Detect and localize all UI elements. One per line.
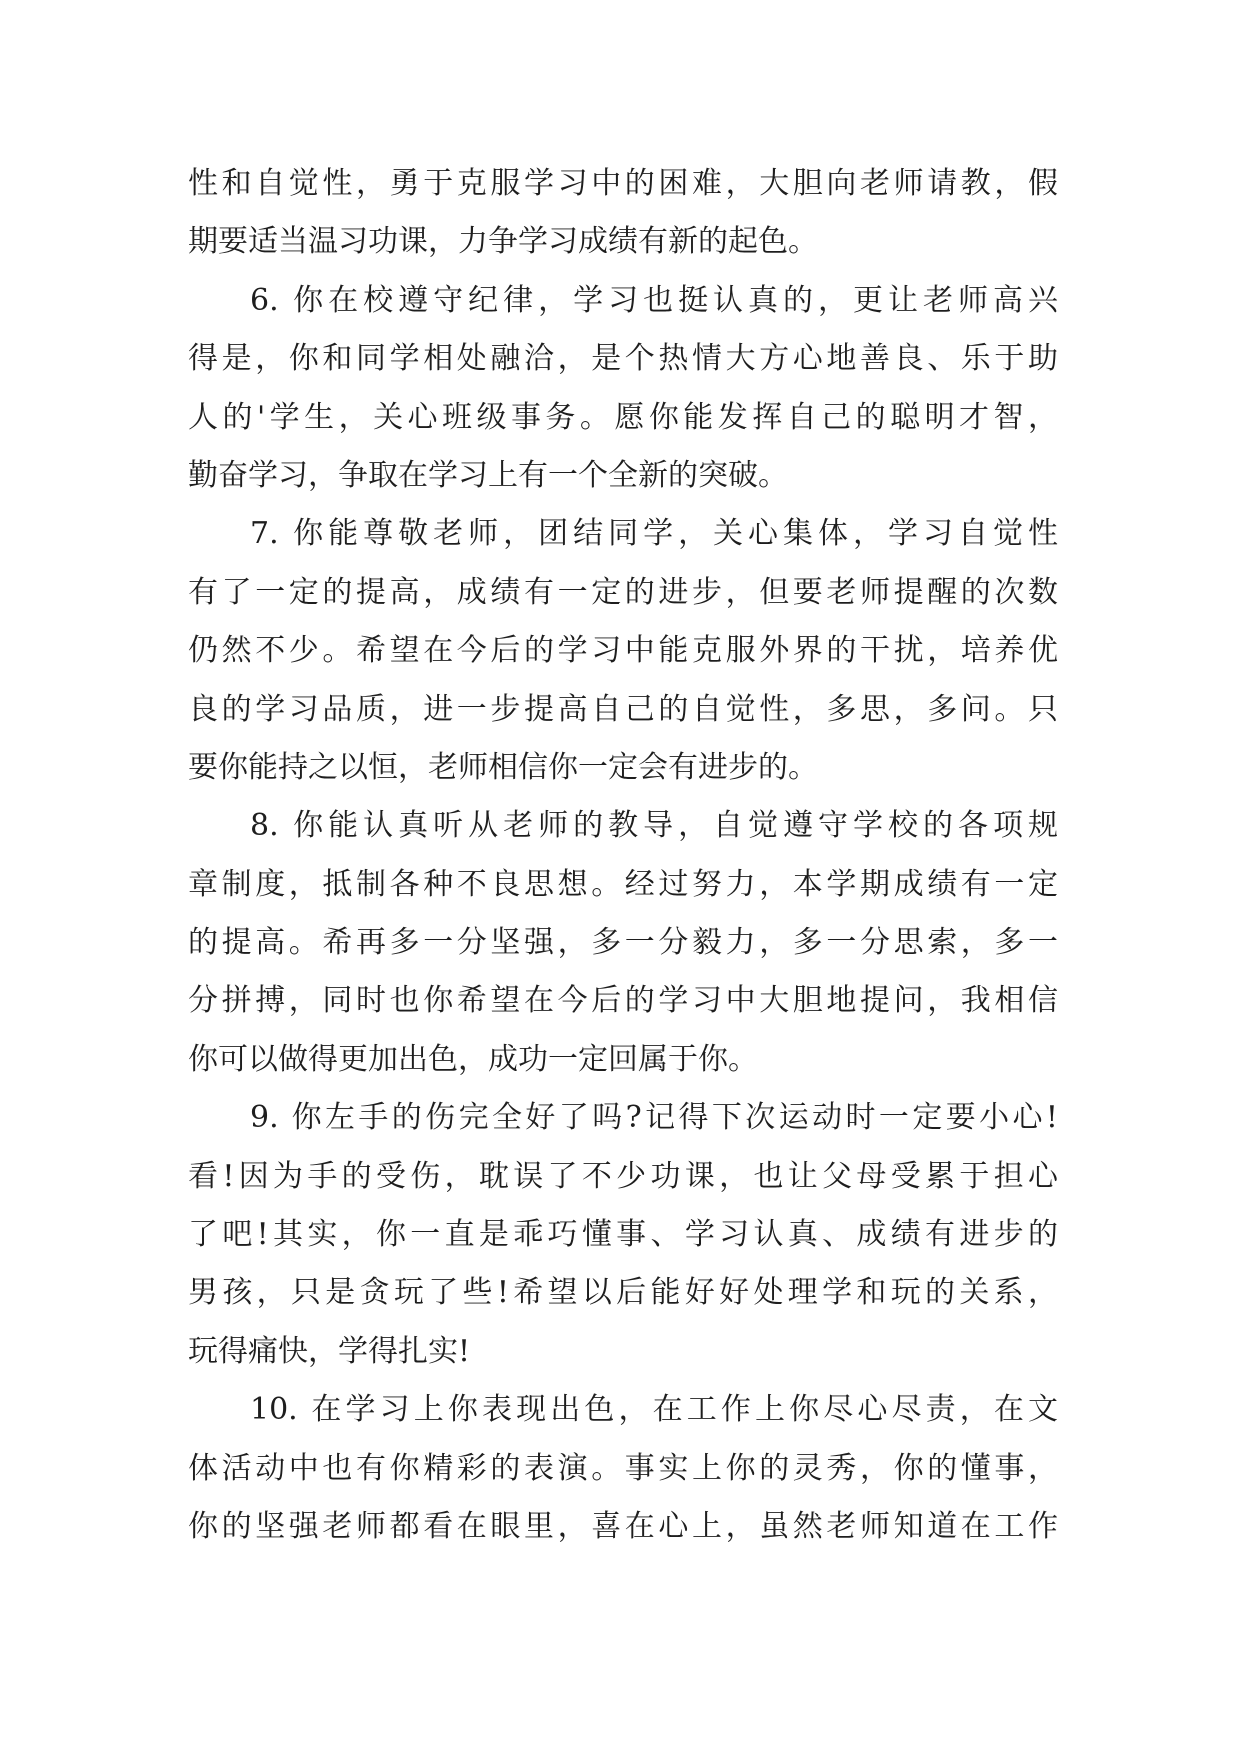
- text-line: 10. 在学习上你表现出色，在工作上你尽心尽责，在文: [250, 1392, 1058, 1428]
- text-line: 良的学习品质，进一步提高自己的自觉性，多思，多问。只: [188, 691, 1058, 727]
- text-line: 男孩，只是贪玩了些!希望以后能好好处理学和玩的关系，: [188, 1275, 1058, 1311]
- text-line: 得是，你和同学相处融洽，是个热情大方心地善良、乐于助: [188, 341, 1058, 377]
- text-line: 仍然不少。希望在今后的学习中能克服外界的干扰，培养优: [188, 633, 1058, 669]
- text-line: 体活动中也有你精彩的表演。事实上你的灵秀，你的懂事，: [188, 1450, 1058, 1486]
- text-line: 要你能持之以恒，老师相信你一定会有进步的。: [188, 749, 818, 785]
- text-line: 9. 你左手的伤完全好了吗?记得下次运动时一定要小心!: [250, 1100, 1058, 1136]
- text-line: 分拼搏，同时也你希望在今后的学习中大胆地提问，我相信: [188, 983, 1058, 1019]
- text-line: 看!因为手的受伤，耽误了不少功课，也让父母受累于担心: [188, 1158, 1058, 1194]
- text-line: 期要适当温习功课，力争学习成绩有新的起色。: [188, 224, 818, 260]
- text-line: 性和自觉性，勇于克服学习中的困难，大胆向老师请教，假: [188, 166, 1058, 201]
- document-body: [188, 155, 1058, 1556]
- text-line: 了吧!其实，你一直是乖巧懂事、学习认真、成绩有进步的: [188, 1217, 1058, 1253]
- text-line: 6. 你在校遵守纪律，学习也挺认真的，更让老师高兴: [250, 282, 1058, 318]
- text-line: 章制度，抵制各种不良思想。经过努力，本学期成绩有一定: [188, 866, 1058, 902]
- text-line: 的提高。希再多一分坚强，多一分毅力，多一分思索，多一: [188, 925, 1058, 961]
- text-line: 人的'学生，关心班级事务。愿你能发挥自己的聪明才智，: [188, 399, 1058, 435]
- text-line: 你的坚强老师都看在眼里，喜在心上，虽然老师知道在工作: [188, 1508, 1058, 1544]
- text-line: 玩得痛快，学得扎实!: [188, 1333, 471, 1369]
- text-line: 8. 你能认真听从老师的教导，自觉遵守学校的各项规: [250, 808, 1058, 844]
- text-line: 7. 你能尊敬老师，团结同学，关心集体，学习自觉性: [250, 516, 1058, 552]
- text-line: 勤奋学习，争取在学习上有一个全新的突破。: [188, 457, 788, 493]
- text-line: 你可以做得更加出色，成功一定回属于你。: [188, 1041, 758, 1077]
- text-line: 有了一定的提高，成绩有一定的进步，但要老师提醒的次数: [188, 574, 1058, 610]
